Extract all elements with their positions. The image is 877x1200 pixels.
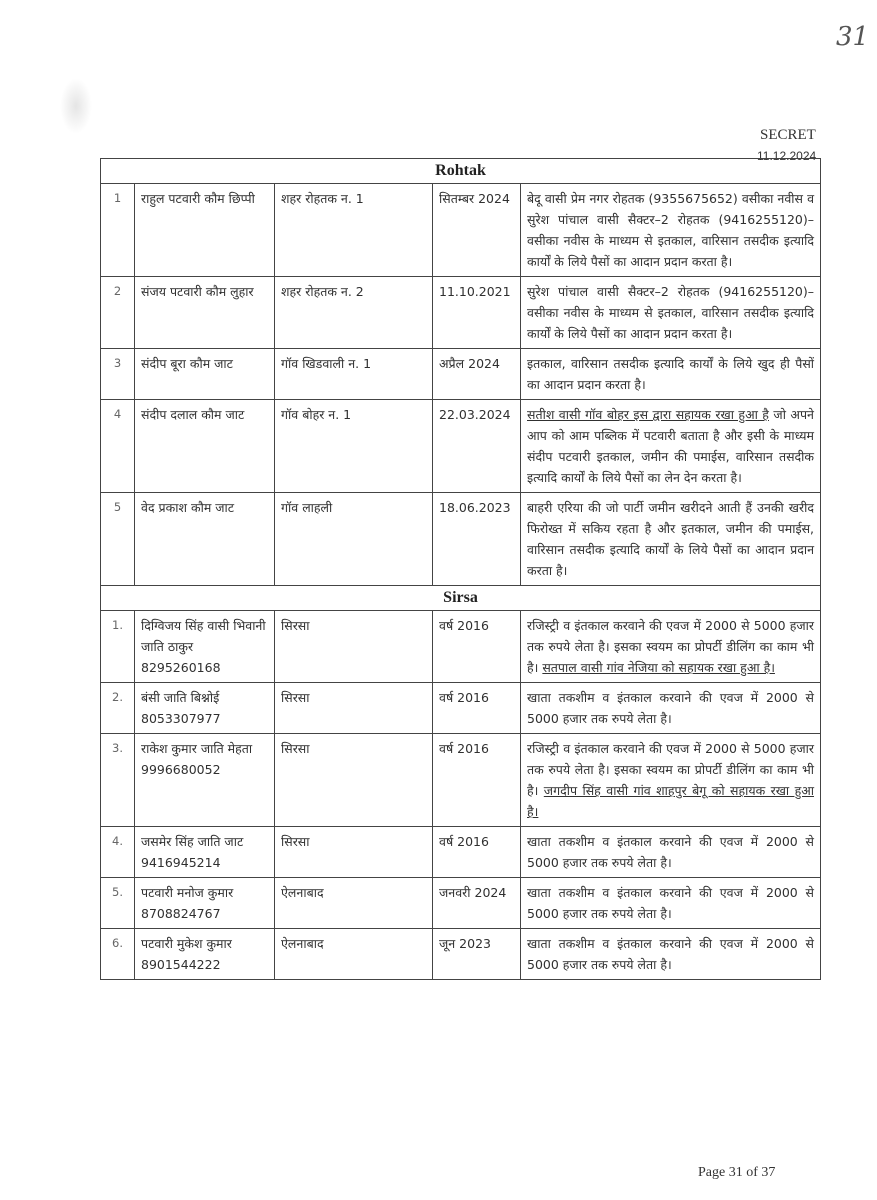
patwari-table: [100, 158, 821, 980]
area-name: सिरसा: [275, 683, 433, 734]
person-name: राहुल पटवारी कौम छिप्पी: [135, 184, 275, 277]
description: [521, 683, 821, 734]
table-row: [101, 184, 821, 277]
person-name: संदीप दलाल कौम जाट: [135, 400, 275, 493]
person-name: पटवारी मनोज कुमार 8708824767: [135, 878, 275, 929]
description: [521, 611, 821, 683]
posting-since: जनवरी 2024: [433, 878, 521, 929]
area-name: शहर रोहतक न. 2: [275, 277, 433, 349]
table-row: [101, 734, 821, 827]
table-row: [101, 683, 821, 734]
classification-label: SECRET: [760, 127, 816, 143]
page-footer: Page 31 of 37: [698, 1165, 776, 1180]
section-header-row: [101, 159, 821, 184]
description-text: रजिस्ट्री व इंतकाल करवाने की एवज में 2000 से 5000 हजार तक रुपये लेता है। इसका स्वयम का प्रोपर्टी डीलिंग का काम भी है।: [527, 741, 815, 798]
area-name: सिरसा: [275, 827, 433, 878]
description-underlined: सतपाल वासी गांव नेजिया को सहायक रखा हुआ है।: [542, 660, 775, 675]
description-text: जो अपने आप को आम पब्लिक में पटवारी बताता है और इसी के माध्यम संदीप पटवारी इतकाल, जमीन की पमाईस, वारिसान तसदीक इत्यादि कार्यों के लिये पैसों का लेन देन करता है।: [527, 407, 815, 485]
posting-since: वर्ष 2016: [433, 611, 521, 683]
description: [521, 734, 821, 827]
area-name: गॉव लाहली: [275, 493, 433, 586]
serial-number: 2: [101, 277, 135, 349]
person-name: राकेश कुमार जाति मेहता 9996680052: [135, 734, 275, 827]
description-text: बेदू वासी प्रेम नगर रोहतक (9355675652) वसीका नवीस व सुरेश पांचाल वासी सैक्टर–2 रोहतक (9416255120)–वसीका नवीस के माध्यम से इतकाल, वारिसान तसदीक इत्यादि कार्यों के लिये पैसों का आदान प्रदान करता है।: [527, 191, 815, 269]
posting-since: सितम्बर 2024: [433, 184, 521, 277]
posting-since: 22.03.2024: [433, 400, 521, 493]
person-name: जसमेर सिंह जाति जाट 9416945214: [135, 827, 275, 878]
area-name: शहर रोहतक न. 1: [275, 184, 433, 277]
area-name: सिरसा: [275, 734, 433, 827]
description: [521, 277, 821, 349]
posting-since: वर्ष 2016: [433, 683, 521, 734]
description-text: खाता तकशीम व इंतकाल करवाने की एवज में 2000 से 5000 हजार तक रुपये लेता है।: [527, 834, 815, 870]
description-text: रजिस्ट्री व इंतकाल करवाने की एवज में 2000 से 5000 हजार तक रुपये लेता है। इसका स्वयम का प्रोपर्टी डीलिंग का काम भी है।: [527, 618, 815, 675]
handwritten-page-number: 31: [836, 22, 870, 52]
area-name: ऐलनाबाद: [275, 878, 433, 929]
serial-number: 1.: [101, 611, 135, 683]
table-row: [101, 611, 821, 683]
serial-number: 6.: [101, 929, 135, 980]
table-row: [101, 349, 821, 400]
table-body: [101, 159, 821, 980]
serial-number: 5: [101, 493, 135, 586]
section-title: Rohtak: [101, 159, 821, 184]
description: [521, 349, 821, 400]
description: [521, 929, 821, 980]
posting-since: जून 2023: [433, 929, 521, 980]
serial-number: 4: [101, 400, 135, 493]
description-underlined: जगदीप सिंह वासी गांव शाहपुर बेगू को सहायक रखा हुआ है।: [527, 783, 814, 819]
description: [521, 493, 821, 586]
description: [521, 400, 821, 493]
person-name: संदीप बूरा कौम जाट: [135, 349, 275, 400]
posting-since: अप्रैल 2024: [433, 349, 521, 400]
serial-number: 5.: [101, 878, 135, 929]
posting-since: 11.10.2021: [433, 277, 521, 349]
posting-since: वर्ष 2016: [433, 734, 521, 827]
description: [521, 878, 821, 929]
serial-number: 4.: [101, 827, 135, 878]
area-name: ऐलनाबाद: [275, 929, 433, 980]
area-name: गॉव बोहर न. 1: [275, 400, 433, 493]
table-row: [101, 878, 821, 929]
table-row: [101, 929, 821, 980]
area-name: सिरसा: [275, 611, 433, 683]
description-text: इतकाल, वारिसान तसदीक इत्यादि कार्यों के लिये खुद ही पैसों का आदान प्रदान करता है।: [527, 356, 815, 392]
serial-number: 1: [101, 184, 135, 277]
person-name: दिग्विजय सिंह वासी भिवानी जाति ठाकुर 8295260168: [135, 611, 275, 683]
posting-since: 18.06.2023: [433, 493, 521, 586]
area-name: गॉव खिडवाली न. 1: [275, 349, 433, 400]
person-name: वेद प्रकाश कौम जाट: [135, 493, 275, 586]
section-title: Sirsa: [101, 586, 821, 611]
person-name: बंसी जाति बिश्नोई 8053307977: [135, 683, 275, 734]
description: [521, 827, 821, 878]
person-name: पटवारी मुकेश कुमार 8901544222: [135, 929, 275, 980]
posting-since: वर्ष 2016: [433, 827, 521, 878]
description-text: खाता तकशीम व इंतकाल करवाने की एवज में 2000 से 5000 हजार तक रुपये लेता है।: [527, 690, 815, 726]
description-text: खाता तकशीम व इंतकाल करवाने की एवज में 2000 से 5000 हजार तक रुपये लेता है।: [527, 936, 815, 972]
description-text: खाता तकशीम व इंतकाल करवाने की एवज में 2000 से 5000 हजार तक रुपये लेता है।: [527, 885, 815, 921]
description-text: सुरेश पांचाल वासी सैक्टर–2 रोहतक (9416255120)–वसीका नवीस के माध्यम से इतकाल, वारिसान तसदीक इत्यादि कार्यों के लिये पैसों का आदान प्रदान करता है।: [527, 284, 815, 341]
table-row: [101, 827, 821, 878]
serial-number: 3: [101, 349, 135, 400]
table-row: [101, 400, 821, 493]
document-date: 11.12.2024: [757, 149, 817, 163]
description: [521, 184, 821, 277]
description-underlined: सतीश वासी गॉव बोहर इस द्वारा सहायक रखा हुआ है: [527, 407, 769, 422]
description-text: बाहरी एरिया की जो पार्टी जमीन खरीदने आती हैं उनकी खरीद फिरोख्त में सकिय रहता है और इतकाल, जमीन की पमाईस, वारिसान तसदीक इत्यादि कार्यों के लिये पैसों का आदान प्रदान करता है।: [527, 500, 815, 578]
scan-smudge: [60, 78, 92, 134]
serial-number: 2.: [101, 683, 135, 734]
person-name: संजय पटवारी कौम लुहार: [135, 277, 275, 349]
serial-number: 3.: [101, 734, 135, 827]
table-row: [101, 277, 821, 349]
table-row: [101, 493, 821, 586]
section-header-row: [101, 586, 821, 611]
